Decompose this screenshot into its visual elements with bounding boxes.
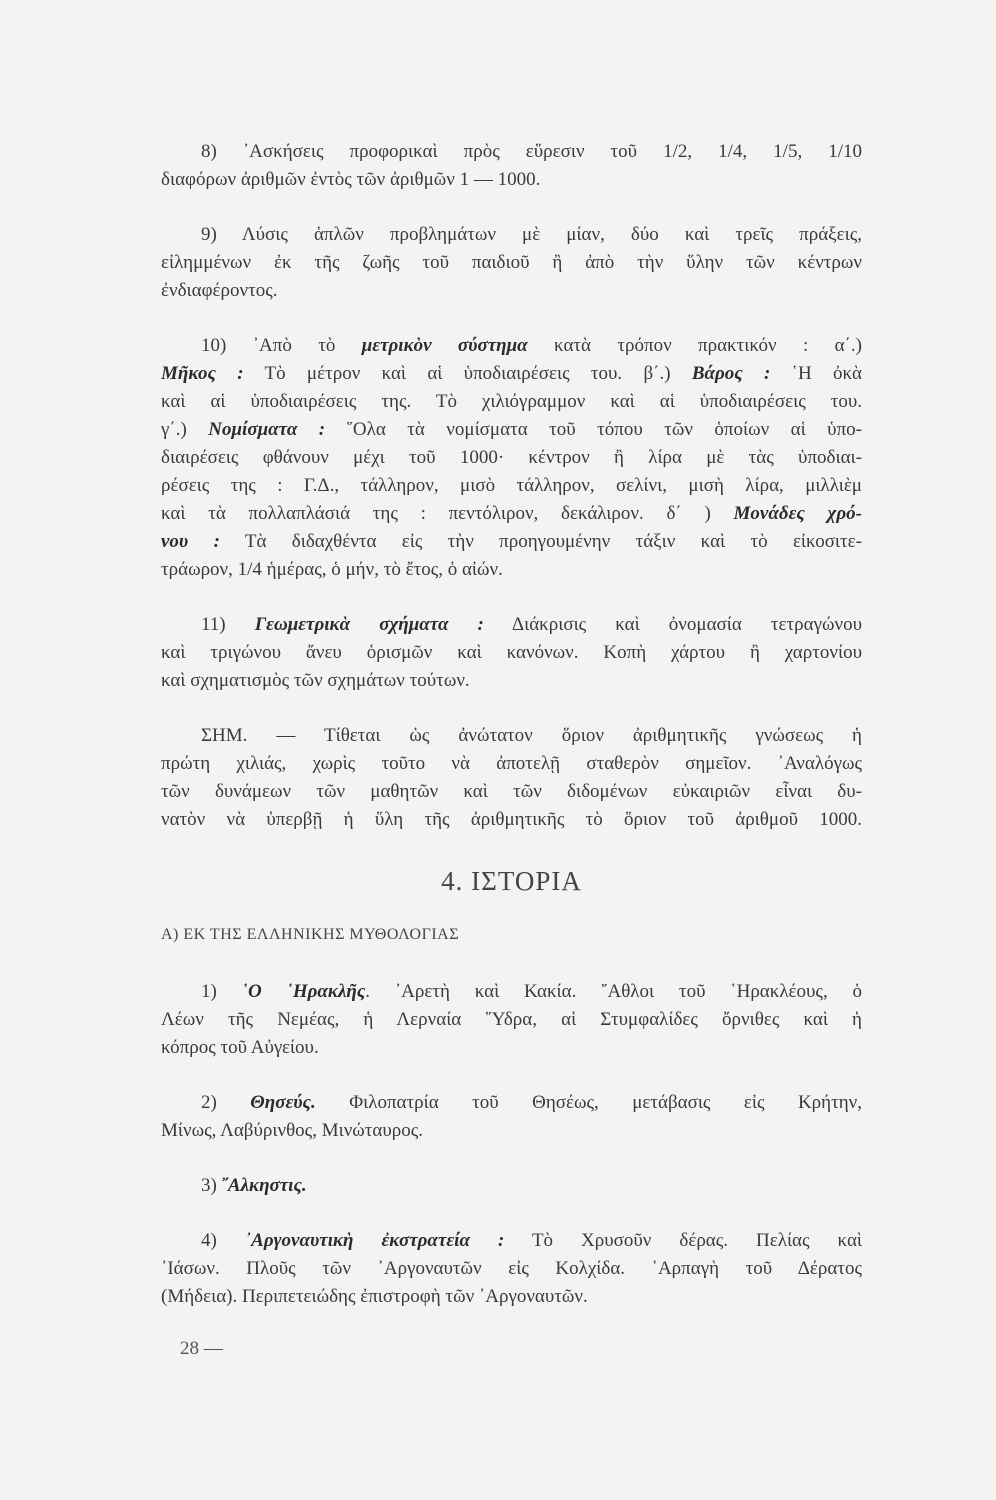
emphasized-term: ῾Ο ῾Ηρακλῆς [241, 981, 366, 1002]
paragraph [161, 978, 862, 1062]
text-run: διαφόρων ἀριθμῶν ἐντὸς τῶν ἀριθμῶν 1 — 1000. [161, 169, 541, 190]
text-run: πρώτη χιλιάς, χωρὶς τοῦτο νὰ ἀποτελῇ σταθερὸν σημεῖον. ᾿Αναλόγως [161, 753, 862, 774]
text-run: καὶ τὰ πολλαπλάσιά της : πεντόλιρον, δεκάλιρον. δ΄ ) [161, 503, 734, 524]
text-run: νατὸν νὰ ὑπερβῇ ἡ ὕλη τῆς ἀριθμητικῆς τὸ ὅριον τοῦ ἀριθμοῦ 1000. [161, 809, 862, 830]
paragraph [161, 138, 862, 194]
text-run: (Μήδεια). Περιπετειώδης ἐπιστροφὴ τῶν ᾿Αργοναυτῶν. [161, 1286, 588, 1307]
text-line [161, 332, 862, 360]
emphasized-term: νου : [161, 531, 220, 552]
text-run: καὶ σχηματισμὸς τῶν σχημάτων τούτων. [161, 670, 470, 691]
text-run: ΣΗΜ. — Τίθεται ὡς ἀνώτατον ὅριον ἀριθμητικῆς γνώσεως ἡ [201, 725, 862, 746]
text-line [161, 416, 862, 444]
text-line [161, 1117, 862, 1145]
paragraph [161, 1172, 862, 1200]
emphasized-term: Μῆκος : [161, 363, 244, 384]
emphasized-term: Νομίσματα : [208, 419, 326, 440]
text-run: ῞Ολα τὰ νομίσματα τοῦ τόπου τῶν ὁποίων αἱ ὑπο- [325, 419, 862, 440]
text-line [161, 1227, 862, 1255]
text-line [161, 806, 862, 834]
curriculum-items [161, 138, 862, 834]
text-run: κατὰ τρόπον πρακτικόν : α΄.) [527, 335, 862, 356]
text-run: 4) [201, 1230, 245, 1251]
emphasized-term: Γεωμετρικὰ σχήματα : [254, 614, 484, 635]
paragraph [161, 722, 862, 834]
text-line [161, 1006, 862, 1034]
text-run: 9) Λύσις ἁπλῶν προβλημάτων μὲ μίαν, δύο καὶ τρεῖς πράξεις, [201, 224, 862, 245]
text-run: εἰλημμένων ἐκ τῆς ζωῆς τοῦ παιδιοῦ ἢ ἀπὸ τὴν ὕλην τῶν κέντρων [161, 252, 862, 273]
text-line [161, 249, 862, 277]
text-line [161, 221, 862, 249]
text-line [161, 1089, 862, 1117]
text-run: ᾿Ιάσων. Πλοῦς τῶν ᾿Αργοναυτῶν εἰς Κολχίδα. ῾Αρπαγὴ τοῦ Δέρατος [161, 1258, 862, 1279]
text-run: . ᾿Αρετὴ καὶ Κακία. ῎Αθλοι τοῦ ῾Ηρακλέους, ὁ [365, 981, 862, 1002]
text-run: 1) [201, 981, 242, 1002]
text-run: τράωρον, 1/4 ἡμέρας, ὁ μήν, τὸ ἔτος, ὁ αἰών. [161, 559, 503, 580]
text-line [161, 1255, 862, 1283]
text-line [161, 472, 862, 500]
paragraph [161, 332, 862, 584]
text-run: τῶν δυνάμεων τῶν μαθητῶν καὶ τῶν διδομένων εὐκαιριῶν εἶναι δυ- [161, 781, 862, 802]
text-run: Μίνως, Λαβύρινθος, Μινώταυρος. [161, 1120, 424, 1141]
text-line [161, 611, 862, 639]
emphasized-term: Μονάδες χρό- [733, 503, 862, 524]
history-items [161, 978, 862, 1311]
text-run: Τὰ διδαχθέντα εἰς τὴν προηγουμένην τάξιν καὶ τὸ εἰκοσιτε- [219, 531, 862, 552]
text-run: Λέων τῆς Νεμέας, ἡ Λερναία ῞Υδρα, αἱ Στυμφαλίδες ὄρνιθες καὶ ἡ [161, 1009, 862, 1030]
paragraph [161, 1227, 862, 1311]
text-run: ρέσεις της : Γ.Δ., τάλληρον, μισὸ τάλληρον, σελίνι, μισὴ λίρα, μιλλιὲμ [161, 475, 862, 496]
text-run: Διάκρισις καὶ ὀνομασία τετραγώνου [483, 614, 862, 635]
text-line [161, 444, 862, 472]
emphasized-term: μετρικὸν σύστημα [361, 335, 528, 356]
text-line [161, 500, 862, 528]
text-line [161, 360, 862, 388]
emphasized-term: ᾿Αργοναυτικὴ ἐκστρατεία : [244, 1230, 505, 1251]
text-line [161, 1172, 862, 1200]
paragraph [161, 1089, 862, 1145]
text-line [161, 639, 862, 667]
emphasized-term: Θησεύς. [250, 1092, 316, 1113]
text-line [161, 750, 862, 778]
text-line [161, 138, 862, 166]
text-line [161, 1283, 862, 1311]
text-run: 8) ᾿Ασκήσεις προφορικαὶ πρὸς εὕρεσιν τοῦ 1/2, 1/4, 1/5, 1/10 [201, 141, 862, 162]
text-line [161, 277, 862, 305]
text-run: 3) [201, 1175, 222, 1196]
text-line [161, 388, 862, 416]
text-line [161, 528, 862, 556]
text-run: Φιλοπατρία τοῦ Θησέως, μετάβασις εἰς Κρήτην, [315, 1092, 862, 1113]
paragraph [161, 611, 862, 695]
text-run: διαιρέσεις φθάνουν μέχι τοῦ 1000· κέντρον ἢ λίρα μὲ τὰς ὑποδιαι- [161, 447, 862, 468]
text-line [161, 778, 862, 806]
document-page [161, 138, 862, 1338]
text-run: ῾Η ὀκὰ [770, 363, 862, 384]
text-run: καὶ τριγώνου ἄνευ ὁρισμῶν καὶ κανόνων. Κοπὴ χάρτου ἢ χαρτονίου [161, 642, 862, 663]
page-number: 28 — [180, 1338, 223, 1359]
text-line [161, 1034, 862, 1062]
section-heading: 4. ΙΣΤΟΡΙΑ [441, 866, 582, 896]
text-line [161, 722, 862, 750]
subsection-heading: Α) ΕΚ ΤΗΣ ΕΛΛΗΝΙΚΗΣ ΜΥΘΟΛΟΓΙΑΣ [161, 926, 460, 943]
text-run: 10) ᾿Απὸ τὸ [201, 335, 362, 356]
text-line [161, 166, 862, 194]
text-run: Τὸ μέτρον καὶ αἱ ὑποδιαιρέσεις του. β΄.) [243, 363, 692, 384]
emphasized-term: Βάρος : [691, 363, 771, 384]
text-run: κόπρος τοῦ Αὐγείου. [161, 1037, 319, 1058]
text-run: Τὸ Χρυσοῦν δέρας. Πελίας καὶ [504, 1230, 862, 1251]
text-run: ἐνδιαφέροντος. [161, 280, 278, 301]
emphasized-term: ῎Αλκηστις. [221, 1175, 307, 1196]
text-run: καὶ αἱ ὑποδιαιρέσεις της. Τὸ χιλιόγραμμον καὶ αἱ ὑποδιαιρέσεις του. [161, 391, 862, 412]
text-run: γ΄.) [161, 419, 209, 440]
text-line [161, 667, 862, 695]
text-run: 2) [201, 1092, 251, 1113]
paragraph [161, 221, 862, 305]
text-run: 11) [201, 614, 255, 635]
text-line [161, 978, 862, 1006]
text-line [161, 556, 862, 584]
